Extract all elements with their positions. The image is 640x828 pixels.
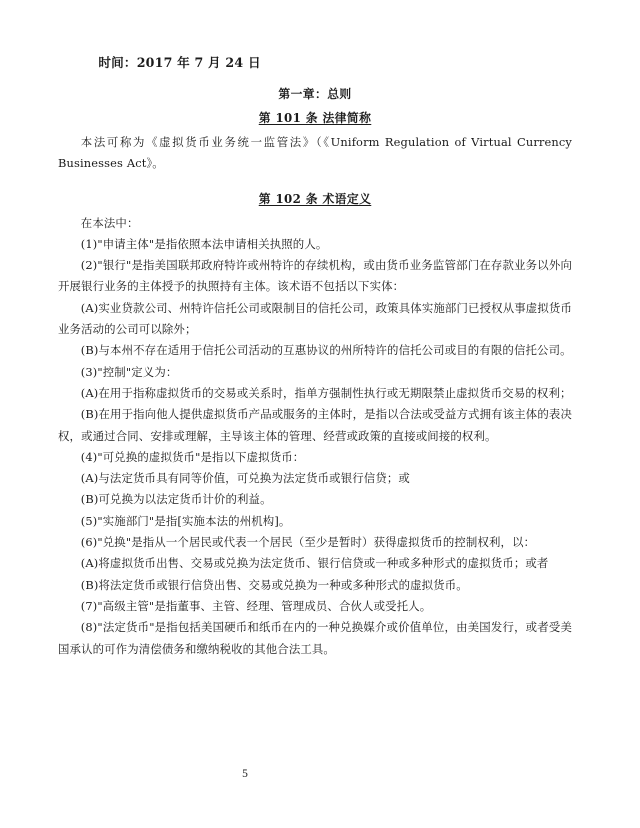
page-content — [58, 52, 572, 660]
definition-item: (B)将法定货币或银行信贷出售、交易或兑换为一种或多种形式的虚拟货币。 — [80, 577, 468, 592]
definition-item: (4)"可兑换的虚拟货币"是指以下虚拟货币： — [80, 449, 305, 464]
definition-item: (7)"高级主管"是指董事、主管、经理、管理成员、合伙人或受托人。 — [80, 598, 432, 613]
section-101-body: 本法可称为《虚拟货币业务统一监管法》（《Uniform Regulation of Virtual Currency Businesses Act》。 — [58, 135, 572, 171]
section-101-heading — [58, 107, 572, 129]
definition-item: (2)"银行"是指美国联邦政府特许或州特许的存续机构，或由货币业务监管部门在存款业务以外向开展银行业务的主体授予的执照持有主体。该术语不包括以下实体： — [58, 258, 572, 294]
definition-item: (B)可兑换为以法定货币计价的利益。 — [80, 492, 272, 507]
section-102-lead: 在本法中： — [80, 215, 139, 230]
definition-item: (B)在用于指向他人提供虚拟货币产品或服务的主体时，是指以合法或受益方式拥有该主体的表决权，或通过合同、安排或理解，主导该主体的管理、经营或政策的直接或间接的权利。 — [58, 407, 572, 443]
definition-item: (3)"控制"定义为： — [80, 364, 178, 379]
definition-item: (1)"申请主体"是指依照本法申请相关执照的人。 — [80, 236, 328, 251]
section-102-heading — [58, 188, 572, 210]
definition-item: (8)"法定货币"是指包括美国硬币和纸币在内的一种兑换媒介或价值单位，由美国发行，或者受美国承认的可作为清偿债务和缴纳税收的其他合法工具。 — [58, 620, 572, 656]
definition-item: (6)"兑换"是指从一个居民或代表一个居民（至少是暂时）获得虚拟货币的控制权利，以： — [80, 535, 536, 550]
definition-item: (5)"实施部门"是指[实施本法的州机构]。 — [80, 513, 291, 528]
spacer — [58, 175, 572, 188]
section-102-heading-text: 第 102 条 术语定义 — [258, 191, 372, 206]
definition-item: (A)在用于指称虚拟货币的交易或关系时，指单方强制性执行或无期限禁止虚拟货币交易的权利； — [80, 385, 572, 400]
definition-item: (A)将虚拟货币出售、交易或兑换为法定货币、银行信贷或一种或多种形式的虚拟货币；或者 — [80, 556, 549, 571]
page-number: 5 — [242, 768, 248, 780]
chapter-heading: 第一章：总则 — [278, 87, 352, 101]
definition-item: (A)实业贷款公司、州特许信托公司或限制目的信托公司，政策具体实施部门已授权从事虚拟货币业务活动的公司可以除外； — [58, 300, 572, 337]
definition-item: (A)与法定货币具有同等价值，可兑换为法定货币或银行信贷；或 — [80, 471, 410, 486]
definition-item: (B)与本州不存在适用于信托公司活动的互惠协议的州所特许的信托公司或目的有限的信托公司。 — [80, 343, 572, 358]
section-101-heading-text: 第 101 条 法律简称 — [258, 111, 372, 125]
dateline: 时间：2017 年 7 月 24 日 — [98, 55, 261, 70]
